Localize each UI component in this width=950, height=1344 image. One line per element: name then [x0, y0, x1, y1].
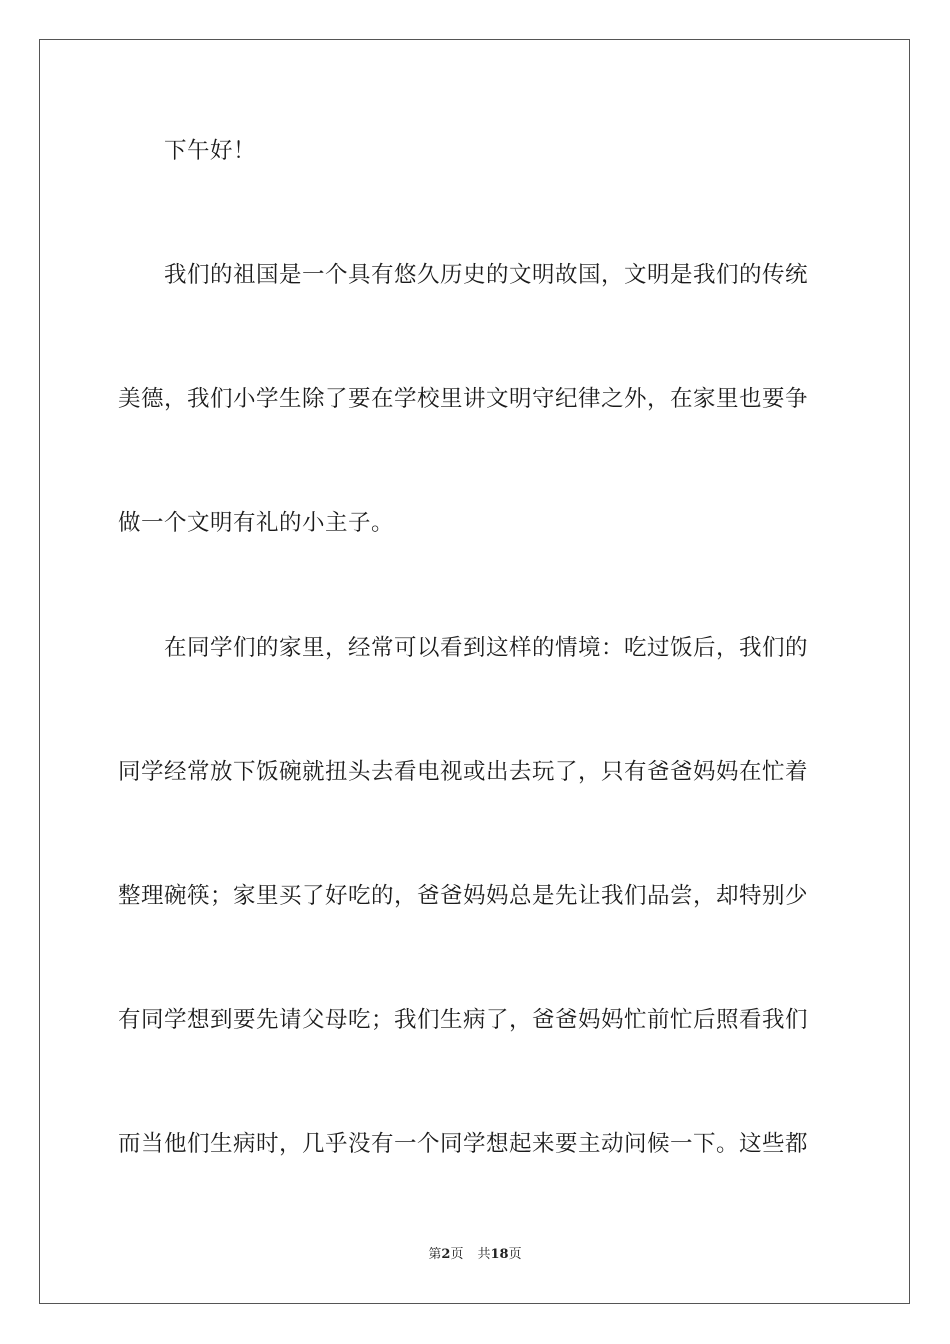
- paragraph-1-line-1: 我们的祖国是一个具有悠久历史的文明故国，文明是我们的传统: [164, 262, 809, 288]
- paragraph-2-line-2: 同学经常放下饭碗就扭头去看电视或出去玩了，只有爸爸妈妈在忙着: [118, 759, 809, 785]
- page-number: 2: [441, 1247, 451, 1262]
- paragraph-2-line-1: 在同学们的家里，经常可以看到这样的情境：吃过饭后，我们的: [164, 635, 809, 661]
- paragraph-2-line-3: 整理碗筷；家里买了好吃的，爸爸妈妈总是先让我们品尝，却特别少: [118, 883, 809, 909]
- page-border: [39, 39, 910, 1304]
- total-suffix: 页: [508, 1247, 522, 1262]
- total-pages: 18: [490, 1247, 509, 1262]
- page-suffix: 页: [450, 1247, 464, 1262]
- paragraph-1-line-2: 美德，我们小学生除了要在学校里讲文明守纪律之外，在家里也要争: [118, 386, 809, 412]
- page-footer: [0, 1246, 950, 1264]
- total-prefix: 共: [477, 1247, 491, 1262]
- paragraph-1-line-3: 做一个文明有礼的小主子。: [118, 510, 395, 536]
- greeting-line: 下午好！: [164, 138, 257, 164]
- page-prefix: 第: [428, 1247, 442, 1262]
- paragraph-2-line-5: 而当他们生病时，几乎没有一个同学想起来要主动问候一下。这些都: [118, 1131, 809, 1157]
- paragraph-2-line-4: 有同学想到要先请父母吃；我们生病了，爸爸妈妈忙前忙后照看我们: [118, 1007, 809, 1033]
